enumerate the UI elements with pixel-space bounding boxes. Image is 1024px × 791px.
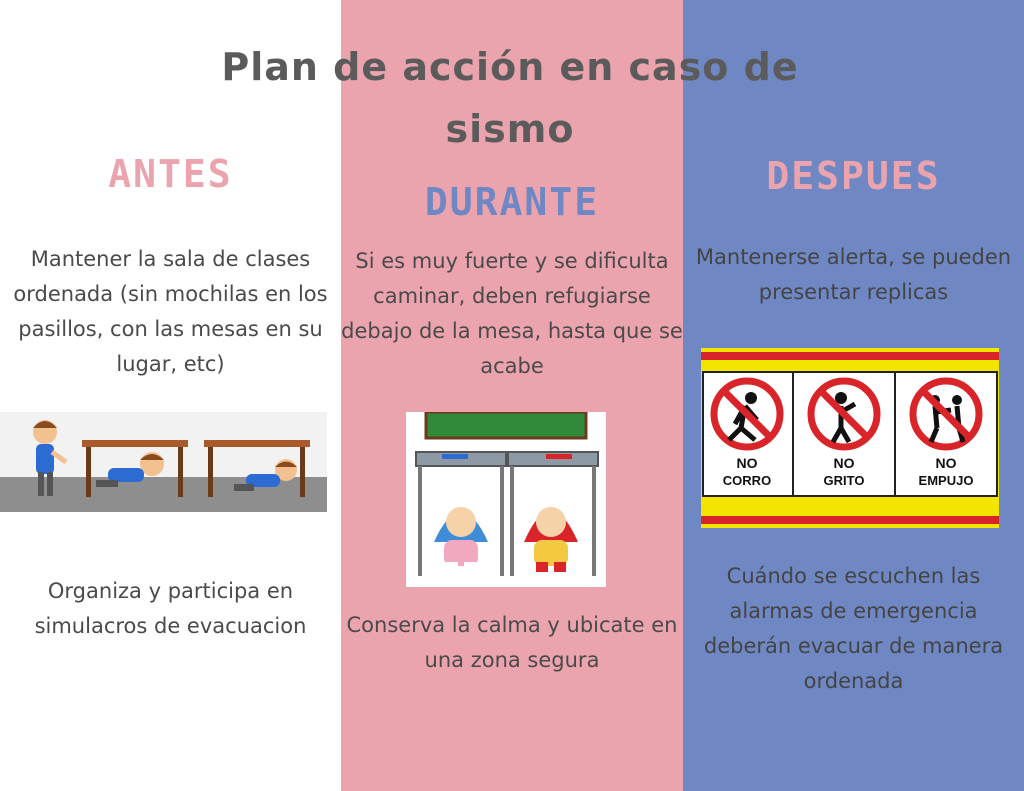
page-title: Plan de acción en caso de sismo <box>221 45 799 151</box>
svg-text:GRITO: GRITO <box>823 473 865 488</box>
durante-heading: DURANTE <box>424 180 600 224</box>
no-pushing-icon <box>913 381 979 447</box>
despues-text-bottom: Cuándo se escuchen las alarmas de emergencia deberán evacuar de manera ordenada <box>703 564 1004 693</box>
crawling-drill-illustration <box>0 412 327 512</box>
svg-text:EMPUJO: EMPUJO <box>918 473 974 488</box>
sign-label-no-grito: NO <box>833 455 855 471</box>
children-under-desks-illustration <box>406 412 606 587</box>
durante-text-bottom: Conserva la calma y ubicate en una zona segura <box>346 613 678 672</box>
sign-label-no-corro: NO <box>736 455 758 471</box>
antes-heading: ANTES <box>108 152 233 196</box>
durante-text-top: Si es muy fuerte y se dificulta caminar, deben refugiarse debajo de la mesa, hasta que se acabe <box>341 249 683 378</box>
despues-text-top: Mantenerse alerta, se pueden presentar replicas <box>695 245 1012 304</box>
no-shouting-icon <box>811 381 877 447</box>
antes-text-top: Mantener la sala de clases ordenada (sin mochilas en los pasillos, con las mesas en su lugar, etc) <box>13 247 328 376</box>
safety-signs-illustration <box>701 348 999 528</box>
antes-text-bottom: Organiza y participa en simulacros de evacuacion <box>34 579 307 638</box>
despues-heading: DESPUES <box>766 154 941 198</box>
no-running-icon <box>714 381 780 447</box>
sign-label-no-empujo: NO <box>935 455 957 471</box>
svg-text:CORRO: CORRO <box>722 473 772 488</box>
